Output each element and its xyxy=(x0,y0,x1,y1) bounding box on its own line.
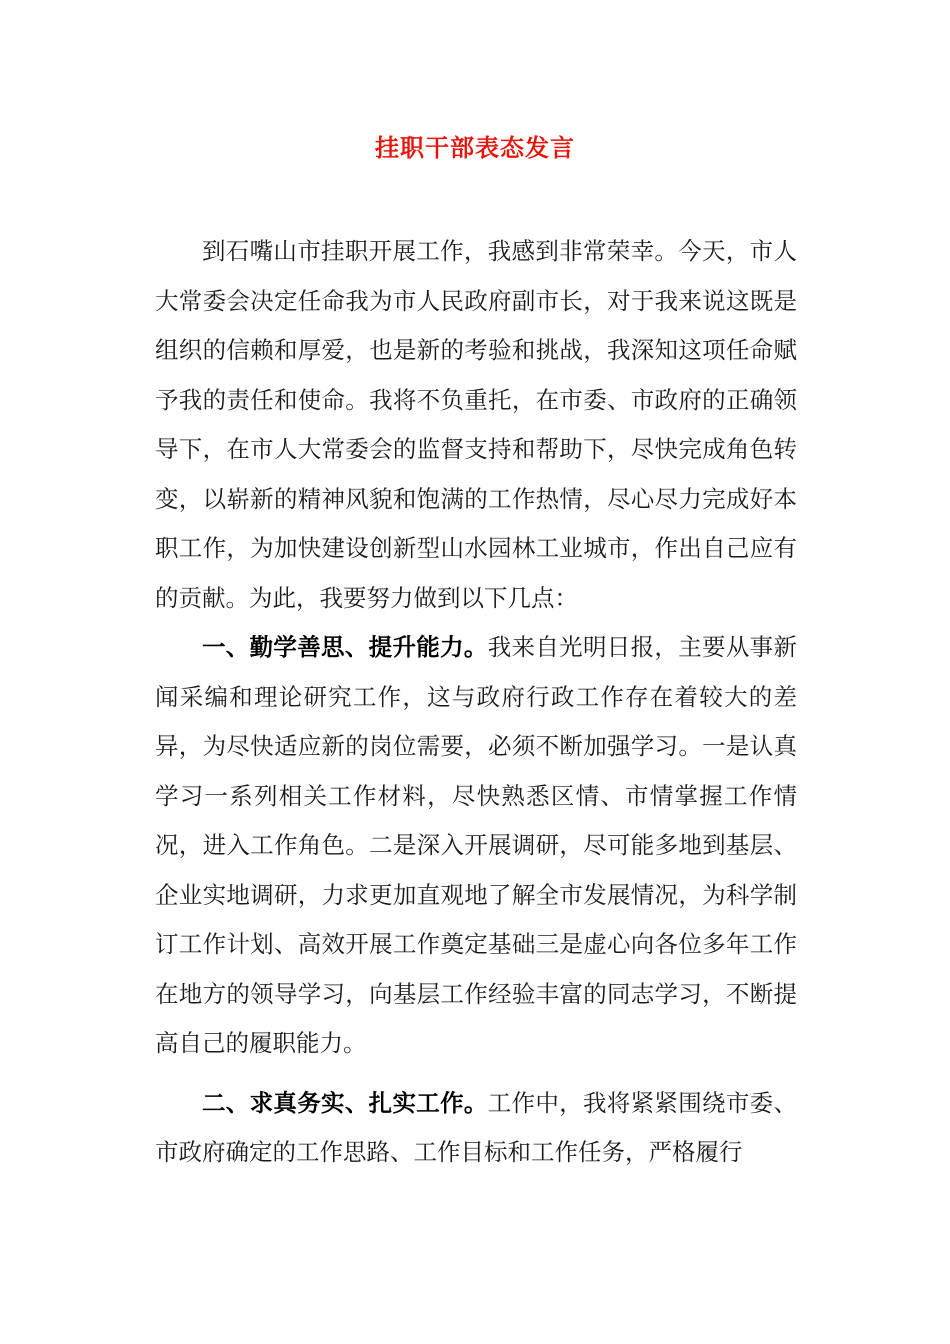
paragraph-text: 工作中，我将紧紧围绕市委、市政府确定的工作思路、工作目标和工作任务，严格履行 xyxy=(155,1088,797,1166)
paragraph-section-2 xyxy=(155,1079,797,1178)
document-title: 挂职干部表态发言 xyxy=(375,133,575,162)
paragraph-text: 到石嘴山市挂职开展工作，我感到非常荣幸。今天，市人大常委会决定任命我为市人民政府副市长，对于我来说这既是组织的信赖和厚爱，也是新的考验和挑战，我深知这项任命赋予我的责任和使命。我将不负重托，在市委、市政府的正确领导下，在市人大常委会的监督支持和帮助下，尽快完成角色转变，以崭新的精神风貌和饱满的工作热情，尽心尽力完成好本职工作，为加快建设创新型山水园林工业城市，作出自己应有的贡献。为此，我要努力做到以下几点： xyxy=(155,237,797,612)
paragraph-text: 我来自光明日报，主要从事新闻采编和理论研究工作，这与政府行政工作存在着较大的差异，为尽快适应新的岗位需要，必须不断加强学习。一是认真学习一系列相关工作材料，尽快熟悉区情、市情掌握工作情况，进入工作角色。二是深入开展调研，尽可能多地到基层、企业实地调研，力求更加直观地了解全市发展情况，为科学制订工作计划、高效开展工作奠定基础三是虚心向各位多年工作在地方的领导学习，向基层工作经验丰富的同志学习，不断提高自己的履职能力。 xyxy=(155,633,797,1057)
section-heading: 二、求真务实、扎实工作。 xyxy=(202,1088,488,1117)
section-heading: 一、勤学善思、提升能力。 xyxy=(202,633,488,661)
document-body xyxy=(155,227,797,1178)
paragraph-intro xyxy=(155,227,797,623)
paragraph-section-1 xyxy=(155,623,797,1069)
